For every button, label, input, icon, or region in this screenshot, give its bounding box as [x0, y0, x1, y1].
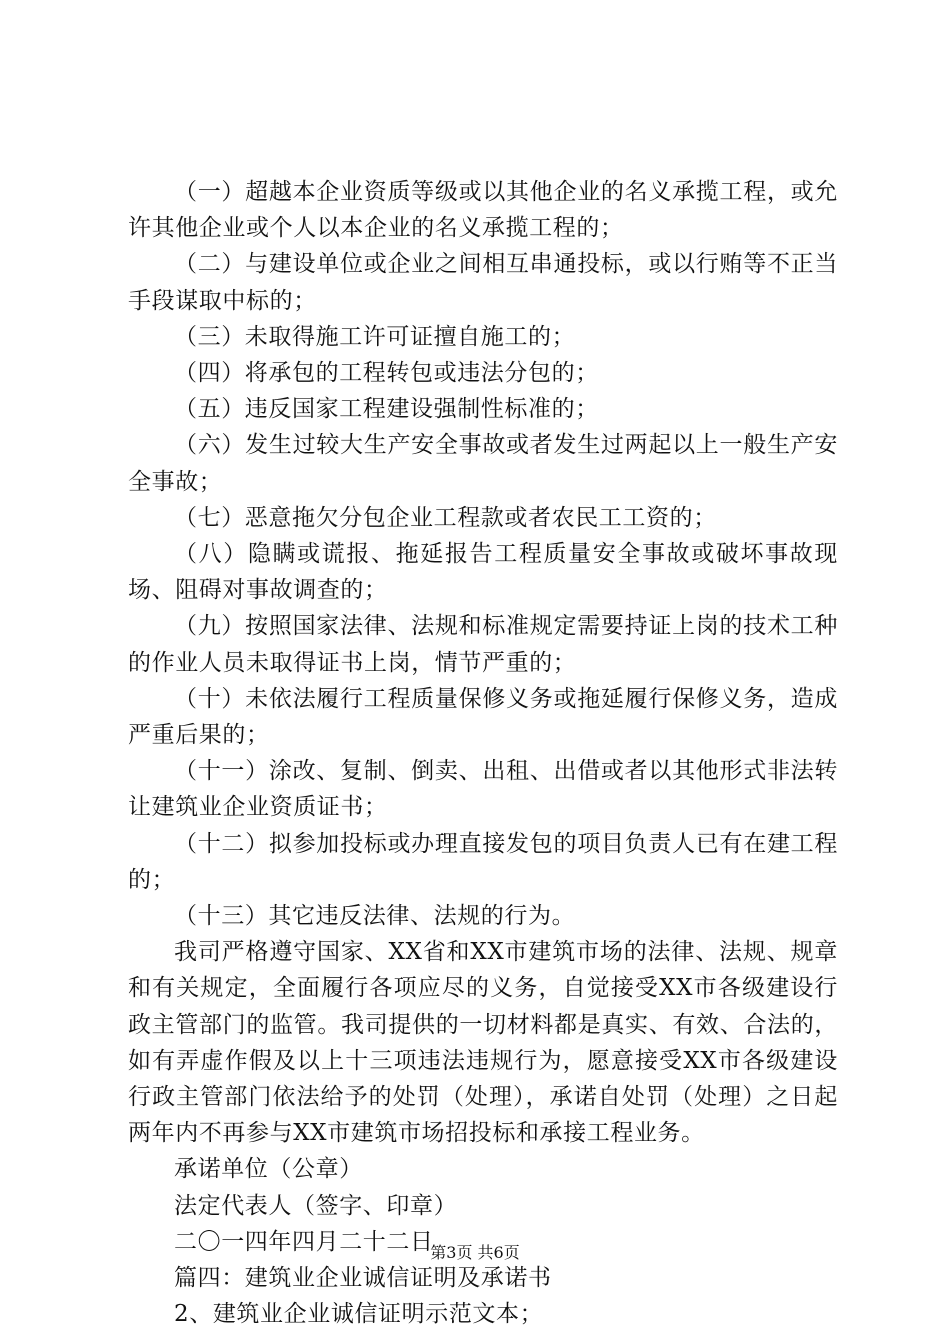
section-heading: 篇四：建筑业企业诚信证明及承诺书 [174, 1265, 552, 1292]
paragraph-item-5: （五）违反国家工程建设强制性标准的； [174, 396, 599, 423]
committing-unit-line: 承诺单位（公章） [174, 1156, 363, 1183]
paragraph-item-1: （一）超越本企业资质等级或以其他企业的名义承揽工程，或允许其他企业或个人以本企业的名义承揽工程的； [128, 179, 838, 242]
paragraph-item-4: （四）将承包的工程转包或违法分包的； [174, 360, 599, 387]
paragraph-item-2: （二）与建设单位或企业之间相互串通投标，或以行贿等不正当手段谋取中标的； [128, 251, 838, 314]
page-footer: 第3页 共6页 [430, 1243, 520, 1262]
paragraph-item-12: （十二）拟参加投标或办理直接发包的项目负责人已有在建工程的； [128, 830, 838, 893]
paragraph-item-3: （三）未取得施工许可证擅自施工的； [174, 323, 576, 350]
date-line: 二〇一四年四月二十二日 [174, 1228, 434, 1255]
sample-text-line: 2、建筑业企业诚信证明示范文本； [174, 1301, 544, 1328]
paragraph-item-9: （九）按照国家法律、法规和标准规定需要持证上岗的技术工种的作业人员未取得证书上岗，情节严重的； [128, 613, 838, 676]
paragraph-item-8: （八）隐瞒或谎报、拖延报告工程质量安全事故或破坏事故现场、阻碍对事故调查的； [128, 541, 838, 604]
commitment-paragraph: 我司严格遵守国家、XX省和XX市建筑市场的法律、法规、规章和有关规定，全面履行各项应尽的义务，自觉接受XX市各级建设行政主管部门的监管。我司提供的一切材料都是真实、有效、合法的，如有弄虚作假及以上十三项违法违规行为，愿意接受XX市各级建设行政主管部门依法给予的处罚（处理），承诺自处罚（处理）之日起两年内不再参与XX市建筑市场招投标和承接工程业务。 [128, 939, 838, 1147]
legal-representative-line: 法定代表人（签字、印章） [174, 1192, 458, 1219]
paragraph-item-13: （十三）其它违反法律、法规的行为。 [174, 903, 576, 930]
paragraph-item-10: （十）未依法履行工程质量保修义务或拖延履行保修义务，造成严重后果的； [128, 685, 838, 749]
paragraph-item-7: （七）恶意拖欠分包企业工程款或者农民工工资的； [174, 504, 717, 531]
document-body [128, 174, 838, 1333]
paragraph-item-11: （十一）涂改、复制、倒卖、出租、出借或者以其他形式非法转让建筑业企业资质证书； [128, 758, 838, 821]
paragraph-item-6: （六）发生过较大生产安全事故或者发生过两起以上一般生产安全事故； [128, 432, 838, 495]
